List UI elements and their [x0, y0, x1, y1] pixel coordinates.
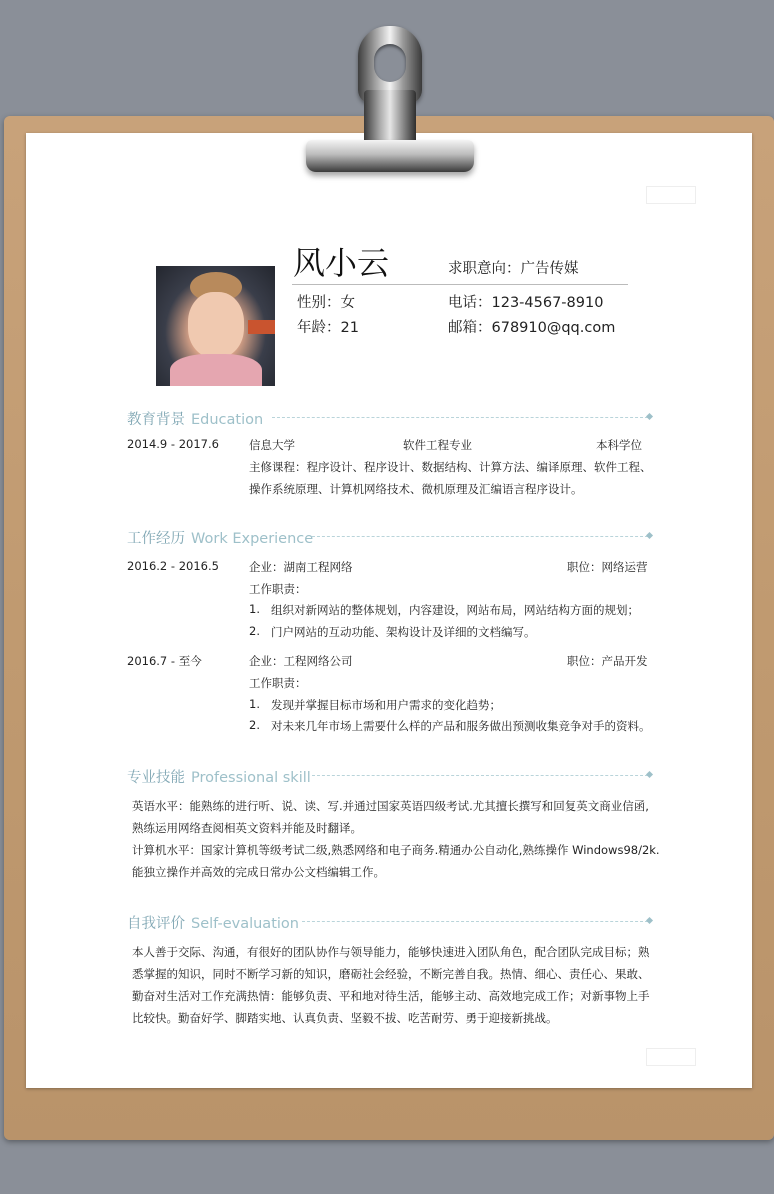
duty-item: 组织对新网站的整体规划，内容建设，网站布局，网站结构方面的规划；	[271, 603, 639, 617]
watermark-box	[646, 186, 696, 204]
education-major: 软件工程专业	[403, 438, 472, 452]
self-eval-line: 勤奋对生活对工作充满热情：能够负责、平和地对待生活，能够主动、高效地完成工作；对新事物上手	[132, 989, 650, 1003]
education-courses: 主修课程：程序设计、程序设计、数据结构、计算方法、编译原理、软件工程、	[249, 460, 652, 474]
duty-item: 门户网站的互动功能、架构设计及详细的文档编写。	[271, 625, 536, 639]
binder-clip-arm	[364, 90, 416, 146]
duty-number: 2.	[249, 718, 260, 732]
work-position: 职位：网络运营	[567, 560, 648, 574]
binder-clip-hole	[374, 44, 406, 82]
section-divider	[302, 921, 648, 922]
duty-number: 1.	[249, 602, 260, 616]
self-eval-line: 比较快。勤奋好学、脚踏实地、认真负责、坚毅不拔、吃苦耐劳、勇于迎接新挑战。	[132, 1011, 558, 1025]
work-company: 企业：工程网络公司	[249, 654, 353, 668]
phone: 电话：123-4567-8910	[448, 295, 604, 311]
skill-line: 能独立操作并高效的完成日常办公文档编辑工作。	[132, 865, 385, 879]
job-objective: 求职意向：广告传媒	[448, 261, 579, 277]
work-heading-cn: 工作经历	[127, 531, 185, 547]
self-eval-line: 悉掌握的知识，同时不断学习新的知识，磨砺社会经验，不断完善自我。热情、细心、责任心、果敢、	[132, 967, 650, 981]
age: 年龄：21	[297, 320, 359, 336]
self-eval-heading-en: Self-evaluation	[191, 916, 299, 932]
work-heading	[127, 527, 313, 548]
header-divider	[292, 284, 628, 285]
education-school: 信息大学	[249, 438, 295, 452]
work-duty-label: 工作职责：	[249, 676, 307, 690]
education-period: 2014.9 - 2017.6	[127, 437, 219, 451]
section-divider	[312, 536, 648, 537]
work-position: 职位：产品开发	[567, 654, 648, 668]
gender: 性别：女	[297, 295, 355, 311]
skill-line: 计算机水平：国家计算机等级考试二级,熟悉网络和电子商务.精通办公自动化,熟练操作 Windows98/2k.	[132, 843, 660, 857]
skill-line: 熟练运用网络查阅相英文资料并能及时翻译。	[132, 821, 362, 835]
skills-heading-cn: 专业技能	[127, 770, 185, 786]
work-period: 2016.7 - 至今	[127, 654, 202, 668]
watermark-box	[646, 1048, 696, 1066]
duty-item: 对未来几年市场上需要什么样的产品和服务做出预测收集竞争对手的资料。	[271, 719, 651, 733]
candidate-name: 风小云	[293, 244, 390, 282]
self-eval-heading	[127, 912, 299, 933]
profile-photo	[156, 266, 275, 386]
section-divider	[312, 775, 648, 776]
binder-clip-icon	[306, 140, 474, 172]
skills-heading-en: Professional skill	[191, 770, 311, 786]
education-heading-en: Education	[191, 412, 264, 428]
education-heading-cn: 教育背景	[127, 412, 185, 428]
education-courses: 操作系统原理、计算机网络技术、微机原理及汇编语言程序设计。	[249, 482, 583, 496]
skills-heading	[127, 766, 311, 787]
self-eval-line: 本人善于交际、沟通，有很好的团队协作与领导能力，能够快速进入团队角色，配合团队完成目标；熟	[132, 945, 650, 959]
email: 邮箱：678910@qq.com	[448, 320, 616, 336]
duty-number: 1.	[249, 697, 260, 711]
duty-item: 发现并掌握目标市场和用户需求的变化趋势；	[271, 698, 501, 712]
duty-number: 2.	[249, 624, 260, 638]
work-duty-label: 工作职责：	[249, 582, 307, 596]
skill-line: 英语水平：能熟练的进行听、说、读、写.并通过国家英语四级考试.尤其擅长撰写和回复英文商业信函,	[132, 799, 649, 813]
self-eval-heading-cn: 自我评价	[127, 916, 185, 932]
education-degree: 本科学位	[596, 438, 642, 452]
work-company: 企业：湖南工程网络	[249, 560, 353, 574]
education-heading	[127, 408, 263, 429]
section-divider	[272, 417, 648, 418]
work-heading-en: Work Experience	[191, 531, 314, 547]
work-period: 2016.2 - 2016.5	[127, 559, 219, 573]
